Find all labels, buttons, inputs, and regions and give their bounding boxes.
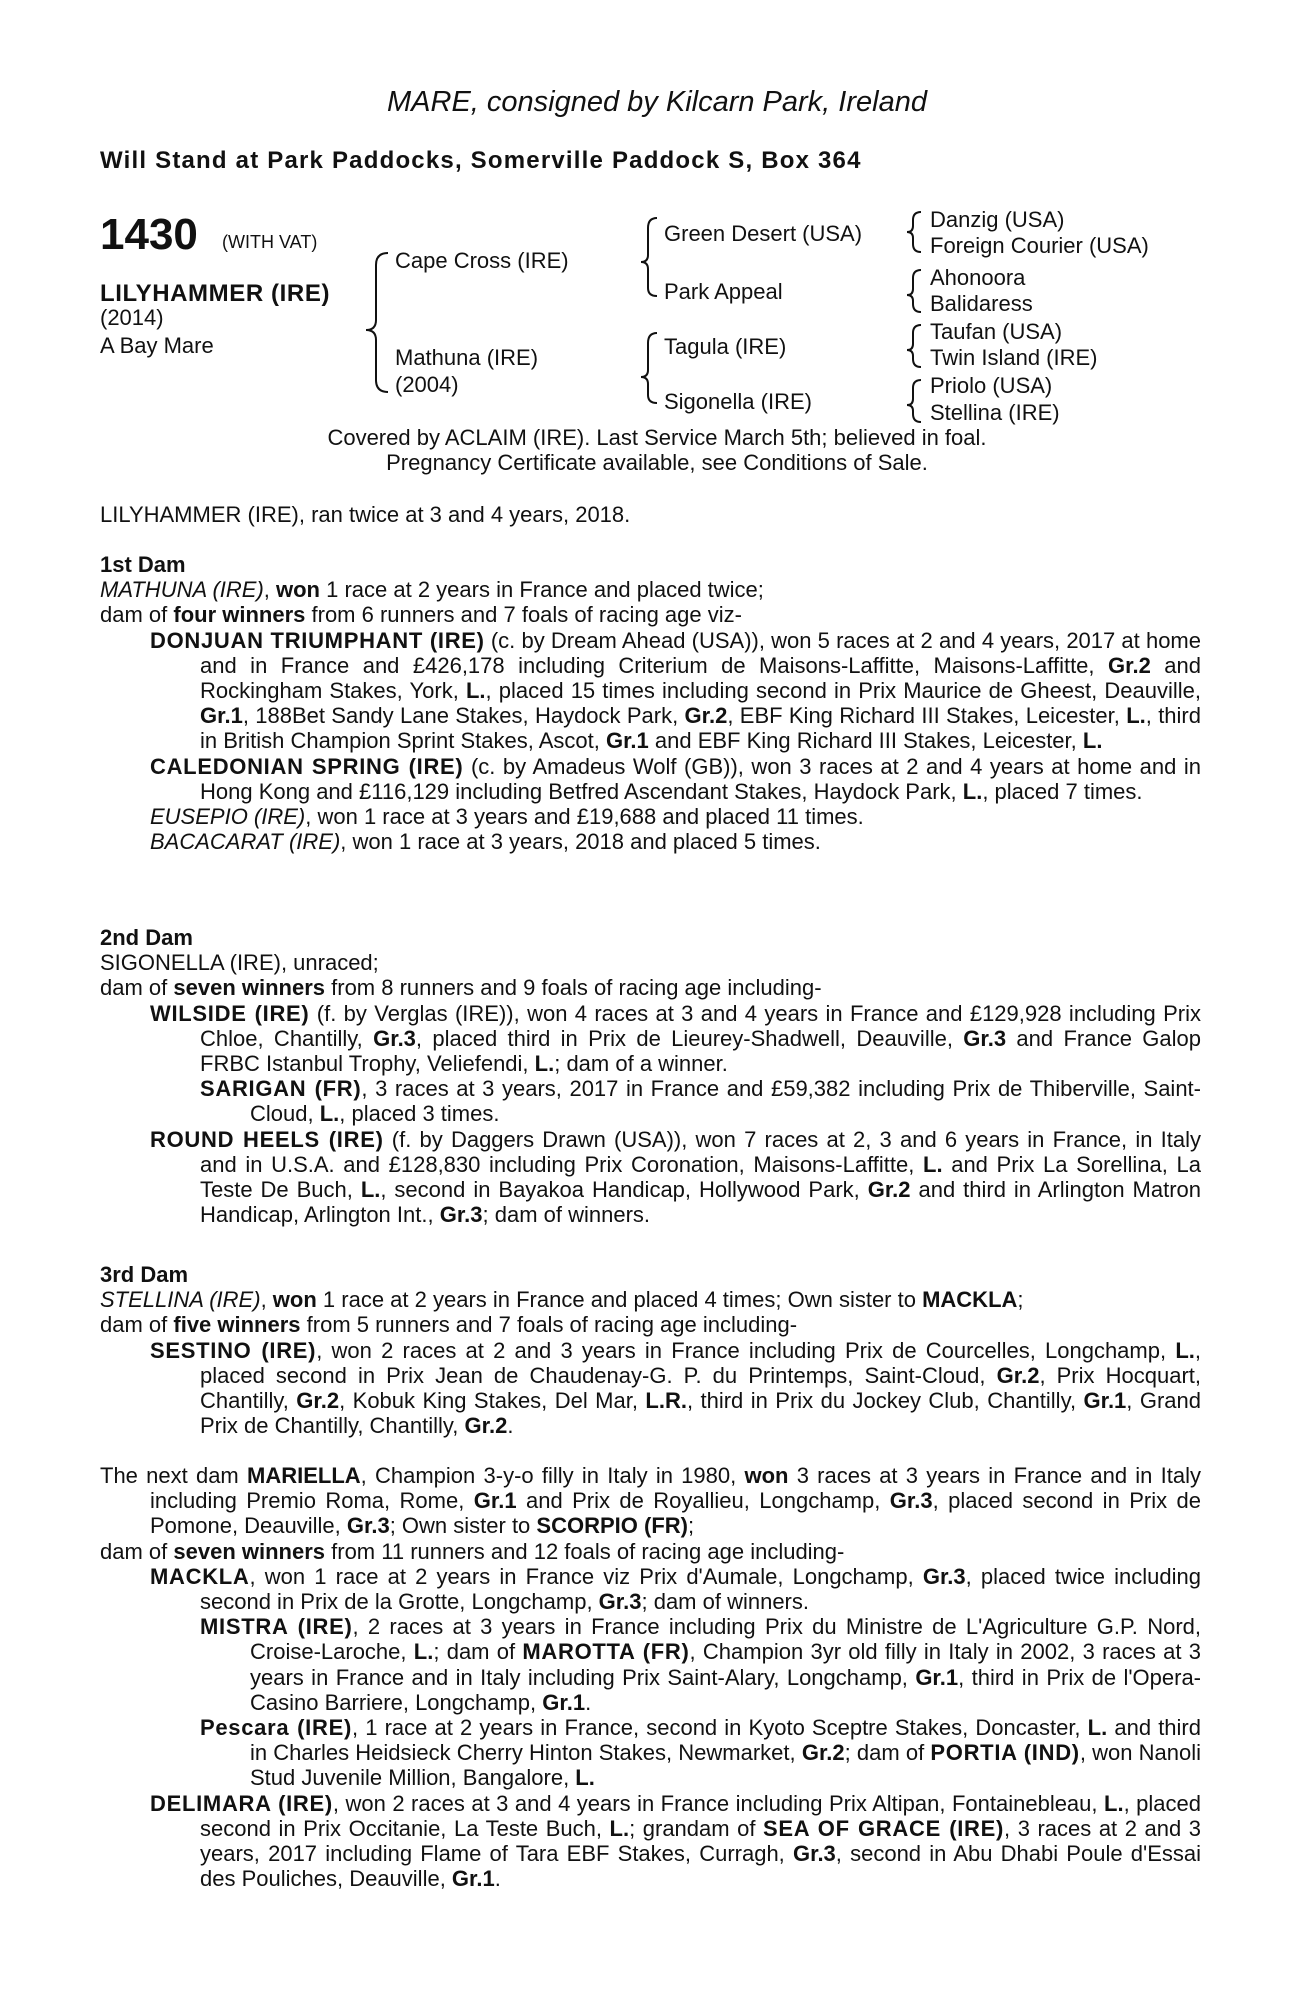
pedigree-g5: Taufan (USA): [930, 319, 1063, 344]
covered-note: [0, 425, 1314, 475]
race-record: LILYHAMMER (IRE), ran twice at 3 and 4 years, 2018.: [100, 502, 631, 527]
next-dam-produce-1: MACKLA, won 1 race at 2 years in France viz Prix d'Aumale, Longchamp, Gr.3, placed twice including second in Prix de la Grotte, Longchamp, Gr.3; dam of winners.: [150, 1563, 1201, 1615]
pedigree-g6: Twin Island (IRE): [930, 345, 1098, 370]
lot-number: 1430: [100, 210, 198, 259]
next-dam-intro: The next dam MARIELLA, Champion 3-y-o filly in Italy in 1980, won 3 races at 3 years in France and in Italy including Premio Roma, Rome, Gr.1 and Prix de Royallieu, Longchamp, Gr.3, placed second in Prix de Pomone, Deauville, Gr.3; Own sister to SCORPIO (FR);: [100, 1463, 1201, 1539]
pedigree-g3: Ahonoora: [930, 265, 1026, 290]
pedigree-g8: Stellina (IRE): [930, 400, 1060, 425]
pedigree-sire: Cape Cross (IRE): [395, 248, 569, 273]
pedigree-dam: Mathuna (IRE): [395, 345, 539, 370]
pedigree-dam-dam: Sigonella (IRE): [664, 389, 812, 414]
pedigree-dam-year: (2004): [395, 372, 459, 397]
first-dam-produce-1: DONJUAN TRIUMPHANT (IRE) (c. by Dream Ahead (USA)), won 5 races at 2 and 4 years, 2017 at home and in France and £426,178 including Criterium de Maisons-Laffitte, Maisons-Laffitte, Gr.2 and Rockingham Stakes, York, L., placed 15 times including second in Prix Maurice de Gheest, Deauville, Gr.1, 188Bet Sandy Lane Stakes, Haydock Park, Gr.2, EBF King Richard III Stakes, Leicester, L., third in British Champion Sprint Stakes, Ascot, Gr.1 and EBF King Richard III Stakes, Leicester, L.: [150, 627, 1201, 754]
third-dam-produce-summary: dam of five winners from 5 runners and 7 foals of racing age including-: [100, 1312, 798, 1338]
second-dam-grandproduce-1: SARIGAN (FR), 3 races at 3 years, 2017 in France and £59,382 including Prix de Thiberville, Saint-Cloud, L., placed 3 times.: [200, 1076, 1201, 1127]
third-dam-section: [100, 1262, 1201, 1438]
consignor-title: MARE, consigned by Kilcarn Park, Ireland: [387, 86, 927, 118]
second-dam-intro: SIGONELLA (IRE), unraced;: [100, 950, 379, 976]
stand-location: Will Stand at Park Paddocks, Somerville Paddock S, Box 364: [100, 147, 862, 174]
horse-description: A Bay Mare: [100, 333, 214, 358]
second-dam-heading: 2nd Dam: [100, 925, 193, 950]
next-dam-produce-2: DELIMARA (IRE), won 2 races at 3 and 4 years in France including Prix Altipan, Fontainebleau, L., placed second in Prix Occitanie, La Teste Buch, L.; grandam of SEA OF GRACE (IRE), 3 races at 2 and 3 years, 2017 including Flame of Tara EBF Stakes, Curragh, Gr.3, second in Abu Dhabi Poule d'Essai des Pouliches, Deauville, Gr.1.: [150, 1790, 1202, 1892]
first-dam-heading: 1st Dam: [100, 552, 186, 577]
first-dam-section: [100, 552, 1201, 854]
first-dam-intro: MATHUNA (IRE), won 1 race at 2 years in France and placed twice;: [100, 577, 764, 603]
next-dam-grandproduce-1: MISTRA (IRE), 2 races at 3 years in France including Prix du Ministre de L'Agriculture G.P. Nord, Croise-Laroche, L.; dam of MAROTTA (FR), Champion 3yr old filly in Italy in 2002, 3 races at 3 years in France and in Italy including Prix Saint-Alary, Longchamp, Gr.1, third in Prix de l'Opera-Casino Barriere, Longchamp, Gr.1.: [200, 1614, 1202, 1715]
third-dam-produce-1: SESTINO (IRE), won 2 races at 2 and 3 years in France including Prix de Courcelles, Longchamp, L., placed second in Prix Jean de Chaudenay-G. P. du Printemps, Saint-Cloud, Gr.2, Prix Hocquart, Chantilly, Gr.2, Kobuk King Stakes, Del Mar, L.R., third in Prix du Jockey Club, Chantilly, Gr.1, Grand Prix de Chantilly, Chantilly, Gr.2.: [150, 1337, 1201, 1439]
pedigree-g2: Foreign Courier (USA): [930, 233, 1149, 258]
second-dam-produce-2: ROUND HEELS (IRE) (f. by Daggers Drawn (USA)), won 7 races at 2, 3 and 6 years in France, in Italy and in U.S.A. and £128,830 including Prix Coronation, Maisons-Laffitte, L. and Prix La Sorellina, La Teste De Buch, L., second in Bayakoa Handicap, Hollywood Park, Gr.2 and third in Arlington Matron Handicap, Arlington Int., Gr.3; dam of winners.: [150, 1126, 1201, 1228]
third-dam-intro: STELLINA (IRE), won 1 race at 2 years in France and placed 4 times; Own sister to MACKLA;: [100, 1287, 1024, 1313]
first-dam-produce-3: EUSEPIO (IRE), won 1 race at 3 years and £19,688 and placed 11 times.: [150, 804, 864, 830]
pedigree-brackets: [0, 0, 1314, 440]
pedigree-sire-sire: Green Desert (USA): [664, 221, 863, 246]
pedigree-g1: Danzig (USA): [930, 207, 1065, 232]
vat-note: (WITH VAT): [222, 232, 318, 252]
next-dam-grandproduce-2: Pescara (IRE), 1 race at 2 years in France, second in Kyoto Sceptre Stakes, Doncaster, L. and third in Charles Heidsieck Cherry Hinton Stakes, Newmarket, Gr.2; dam of PORTIA (IND), won Nanoli Stud Juvenile Million, Bangalore, L.: [200, 1715, 1201, 1791]
pedigree-sire-dam: Park Appeal: [664, 279, 783, 304]
covered-line-2: Pregnancy Certificate available, see Conditions of Sale.: [386, 450, 928, 475]
second-dam-produce-1: WILSIDE (IRE) (f. by Verglas (IRE)), won 4 races at 3 and 4 years in France and £129,928 including Prix Chloe, Chantilly, Gr.3, placed third in Prix de Lieurey-Shadwell, Deauville, Gr.3 and France Galop FRBC Istanbul Trophy, Veliefendi, L.; dam of a winner.: [150, 1000, 1202, 1077]
first-dam-produce-summary: dam of four winners from 6 runners and 7 foals of racing age viz-: [100, 602, 742, 628]
next-dam-section: [100, 1463, 1201, 1891]
next-dam-produce-summary: dam of seven winners from 11 runners and 12 foals of racing age including-: [100, 1538, 845, 1564]
first-dam-produce-2: CALEDONIAN SPRING (IRE) (c. by Amadeus Wolf (GB)), won 3 races at 2 and 4 years at home and in Hong Kong and £116,129 including Betfred Ascendant Stakes, Haydock Park, L., placed 7 times.: [150, 753, 1201, 804]
pedigree-dam-sire: Tagula (IRE): [664, 334, 787, 359]
horse-year: (2014): [100, 305, 164, 330]
third-dam-heading: 3rd Dam: [100, 1262, 189, 1287]
pedigree-g4: Balidaress: [930, 291, 1033, 316]
covered-line-1: Covered by ACLAIM (IRE). Last Service March 5th; believed in foal.: [327, 425, 987, 450]
first-dam-produce-4: BACACARAT (IRE), won 1 race at 3 years, 2018 and placed 5 times.: [150, 829, 821, 855]
second-dam-section: [100, 925, 1201, 1227]
pedigree-g7: Priolo (USA): [930, 373, 1053, 398]
horse-name: LILYHAMMER (IRE): [100, 280, 331, 307]
second-dam-produce-summary: dam of seven winners from 8 runners and 9 foals of racing age including-: [100, 975, 822, 1001]
